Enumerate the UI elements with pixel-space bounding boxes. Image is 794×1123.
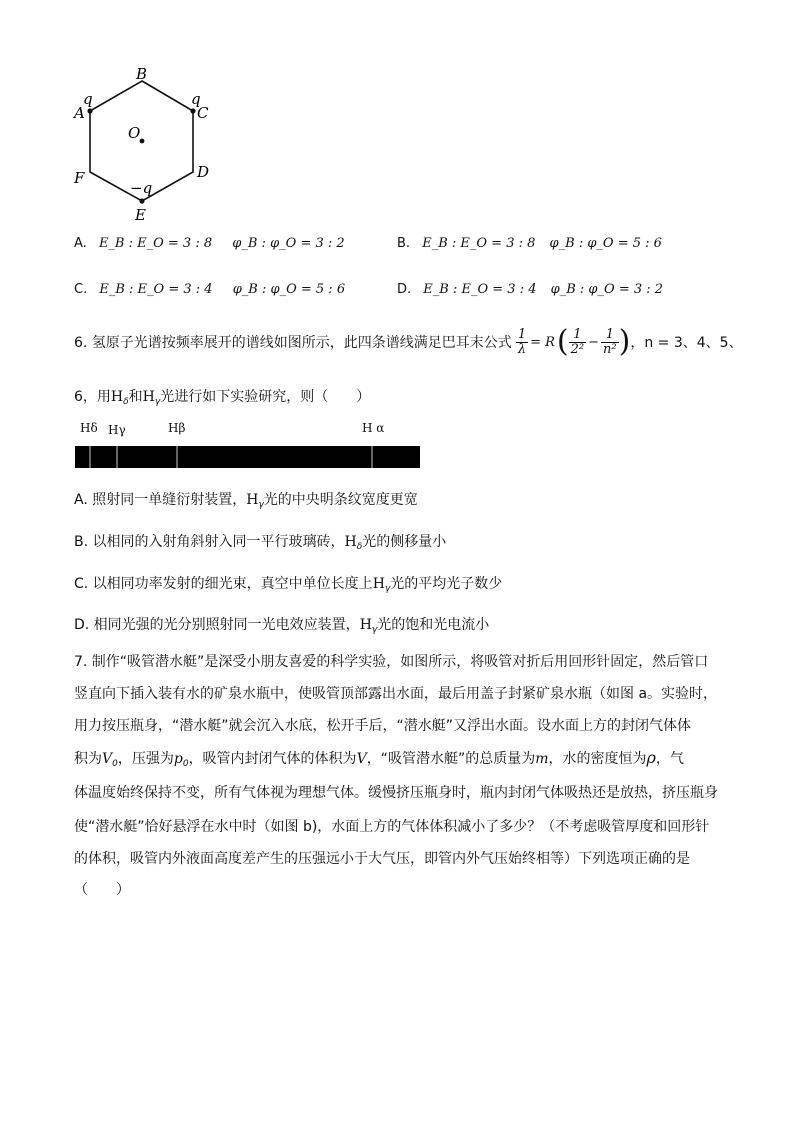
q6-option-d-sub: γ	[371, 625, 378, 635]
q6-line-1-suffix: ，n = 3、4、5、	[630, 335, 743, 351]
q7-line-4-e: ，水的密度恒为	[548, 751, 647, 767]
q5-option-c-letter: C.	[74, 282, 88, 297]
q5-option-b	[397, 236, 662, 251]
q6-option-a-pre: A. 照射同一单缝衍射装置，	[74, 492, 247, 508]
q7-line-7: 的体积，吸管内外液面高度差产生的压强远小于大气压，即管内外气压始终相等）下列选项正确的是	[74, 851, 690, 867]
formula-t2-num: 1	[601, 328, 619, 343]
q7-p0-sub: 0	[182, 759, 189, 769]
vertex-label-b: B	[136, 65, 148, 83]
q5-option-a-e: E_B : E_O = 3 : 8	[98, 236, 213, 251]
formula-t1-num: 1	[569, 328, 586, 343]
q7-line-5: 体温度始终保持不变，所有气体视为理想气体。缓慢挤压瓶身时，瓶内封闭气体吸热还是放热，挤压瓶身	[74, 785, 718, 801]
q7-line-6: 使“潜水艇”恰好悬浮在水中时（如图 b)，水面上方的气体体积减小了多少？（不考虑吸管厚度和回形针	[74, 819, 710, 835]
center-label-o: O	[128, 124, 141, 142]
formula-paren-close: )	[618, 324, 631, 359]
charge-point-c	[190, 108, 195, 113]
q5-option-a-letter: A.	[74, 236, 87, 251]
formula-lhs-num: 1	[517, 326, 527, 342]
h-delta-symbol: H	[110, 389, 124, 405]
q6-option-a-sub: γ	[258, 500, 264, 510]
q7-line-3: 用力按压瓶身，“潜水艇”就会沉入水底，松开手后，“潜水艇”又浮出水面。设水面上方的封闭气体体	[74, 718, 692, 734]
q6-line-2	[74, 386, 370, 407]
q6-option-b-h: H	[344, 534, 357, 550]
q7-line-1: 7. 制作“吸管潜水艇”是深受小朋友喜爱的科学实验，如图所示，将吸管对折后用回形针固定，然后管口	[74, 654, 709, 670]
q5-option-a-phi: φ_B : φ_O = 3 : 2	[232, 236, 345, 251]
q7-line-4	[74, 748, 684, 769]
q6-option-c-post: 光的平均光子数少	[390, 576, 503, 592]
h-gamma-symbol: H	[142, 389, 155, 405]
q6-option-b-post: 光的侧移量小	[362, 534, 447, 550]
q6-option-c-sub: γ	[384, 584, 391, 594]
spectrum-label-beta: Hβ	[168, 421, 186, 435]
q7-v: V	[356, 751, 367, 767]
q6-option-d-post: 光的饱和光电流小	[377, 617, 490, 633]
q5-option-c-phi: φ_B : φ_O = 5 : 6	[232, 282, 346, 297]
q7-line-4-a: 积为	[74, 751, 102, 767]
q6-line-2-start: 6，用	[74, 389, 111, 405]
formula-minus: −	[588, 334, 600, 350]
vertex-label-e: E	[135, 206, 146, 224]
spectrum-background	[75, 446, 420, 468]
spectrum-bar	[75, 446, 420, 468]
q7-line-4-d: ，“吸管潜水艇”的总质量为	[366, 751, 536, 767]
q6-option-b-sub: δ	[356, 542, 363, 552]
formula-eq: = R	[530, 334, 555, 350]
charge-label-c: q	[191, 90, 201, 108]
charge-point-e	[139, 198, 144, 203]
h-gamma-sub: γ	[154, 397, 161, 407]
q7-v0: V	[102, 751, 113, 767]
hexagon-figure	[60, 60, 240, 230]
q6-line-2-mid: 和	[128, 389, 143, 405]
q5-option-c	[74, 282, 345, 297]
formula-term-1	[569, 328, 586, 357]
formula-t2-den: n²	[603, 341, 617, 357]
q6-option-d	[74, 614, 489, 635]
h-delta-sub: δ	[123, 397, 129, 407]
q5-option-a	[74, 236, 345, 251]
vertex-label-a: A	[74, 104, 85, 122]
formula-paren-open: (	[556, 324, 569, 359]
spectrum-label-delta: Hδ	[80, 421, 98, 435]
formula-term-2	[601, 328, 619, 357]
spectrum-label-alpha: H α	[362, 421, 385, 435]
q6-option-c	[74, 573, 502, 594]
q6-option-a-h: H	[246, 492, 259, 508]
q6-option-a	[74, 489, 418, 510]
q7-line-4-f: ，气	[655, 751, 684, 767]
vertex-label-d: D	[197, 163, 210, 181]
vertex-label-f: F	[74, 169, 85, 187]
q6-option-c-h: H	[372, 576, 385, 592]
q7-v0-sub: 0	[112, 759, 118, 769]
q5-option-d-phi: φ_B : φ_O = 3 : 2	[550, 282, 664, 297]
q5-option-d	[397, 282, 663, 297]
charge-point-a	[87, 108, 92, 113]
spectrum-label-gamma: Hγ	[108, 423, 126, 437]
q5-option-b-e: E_B : E_O = 3 : 8	[422, 236, 536, 251]
q7-line-2: 竖直向下插入装有水的矿泉水瓶中，使吸管顶部露出水面，最后用盖子封紧矿泉水瓶（如图 a。实验时，	[74, 686, 718, 702]
q7-m: m	[535, 751, 549, 767]
q6-line-1-prefix: 6. 氢原子光谱按频率展开的谱线如图所示，此四条谱线满足巴耳末公式	[74, 335, 512, 351]
charge-label-a: q	[83, 90, 93, 108]
q5-option-d-e: E_B : E_O = 3 : 4	[423, 282, 537, 297]
q6-option-c-pre: C. 以相同功率发射的细光束，真空中单位长度上	[74, 576, 373, 592]
q7-line-4-c: ，吸管内封闭气体的体积为	[188, 751, 357, 767]
q7-line-8: （ ）	[74, 882, 130, 898]
charge-label-e: −q	[130, 179, 153, 197]
q6-option-a-post: 光的中央明条纹宽度更宽	[263, 492, 418, 508]
q6-option-d-pre: D. 相同光强的光分别照射同一光电效应装置，	[74, 617, 360, 633]
center-point-o	[140, 139, 145, 144]
vertex-label-c: C	[197, 104, 209, 122]
q6-line-2-end: 光进行如下实验研究，则（ ）	[160, 389, 371, 405]
q5-option-b-phi: φ_B : φ_O = 5 : 6	[549, 236, 662, 251]
q7-p0: p	[173, 751, 183, 767]
q5-option-c-e: E_B : E_O = 3 : 4	[99, 282, 213, 297]
q6-line-1	[74, 320, 743, 364]
q6-option-b-pre: B. 以相同的入射角斜射入同一平行玻璃砖，	[74, 534, 345, 550]
q5-option-b-letter: B.	[397, 236, 411, 251]
formula-t1-den: 2²	[570, 341, 585, 357]
formula-lhs	[516, 328, 528, 357]
q5-option-d-letter: D.	[397, 282, 412, 297]
formula-lhs-den: λ	[517, 341, 527, 357]
q7-rho: ρ	[646, 748, 656, 767]
q6-option-d-h: H	[359, 617, 372, 633]
q6-option-b	[74, 531, 446, 552]
q7-line-4-b: ，压强为	[117, 751, 174, 767]
